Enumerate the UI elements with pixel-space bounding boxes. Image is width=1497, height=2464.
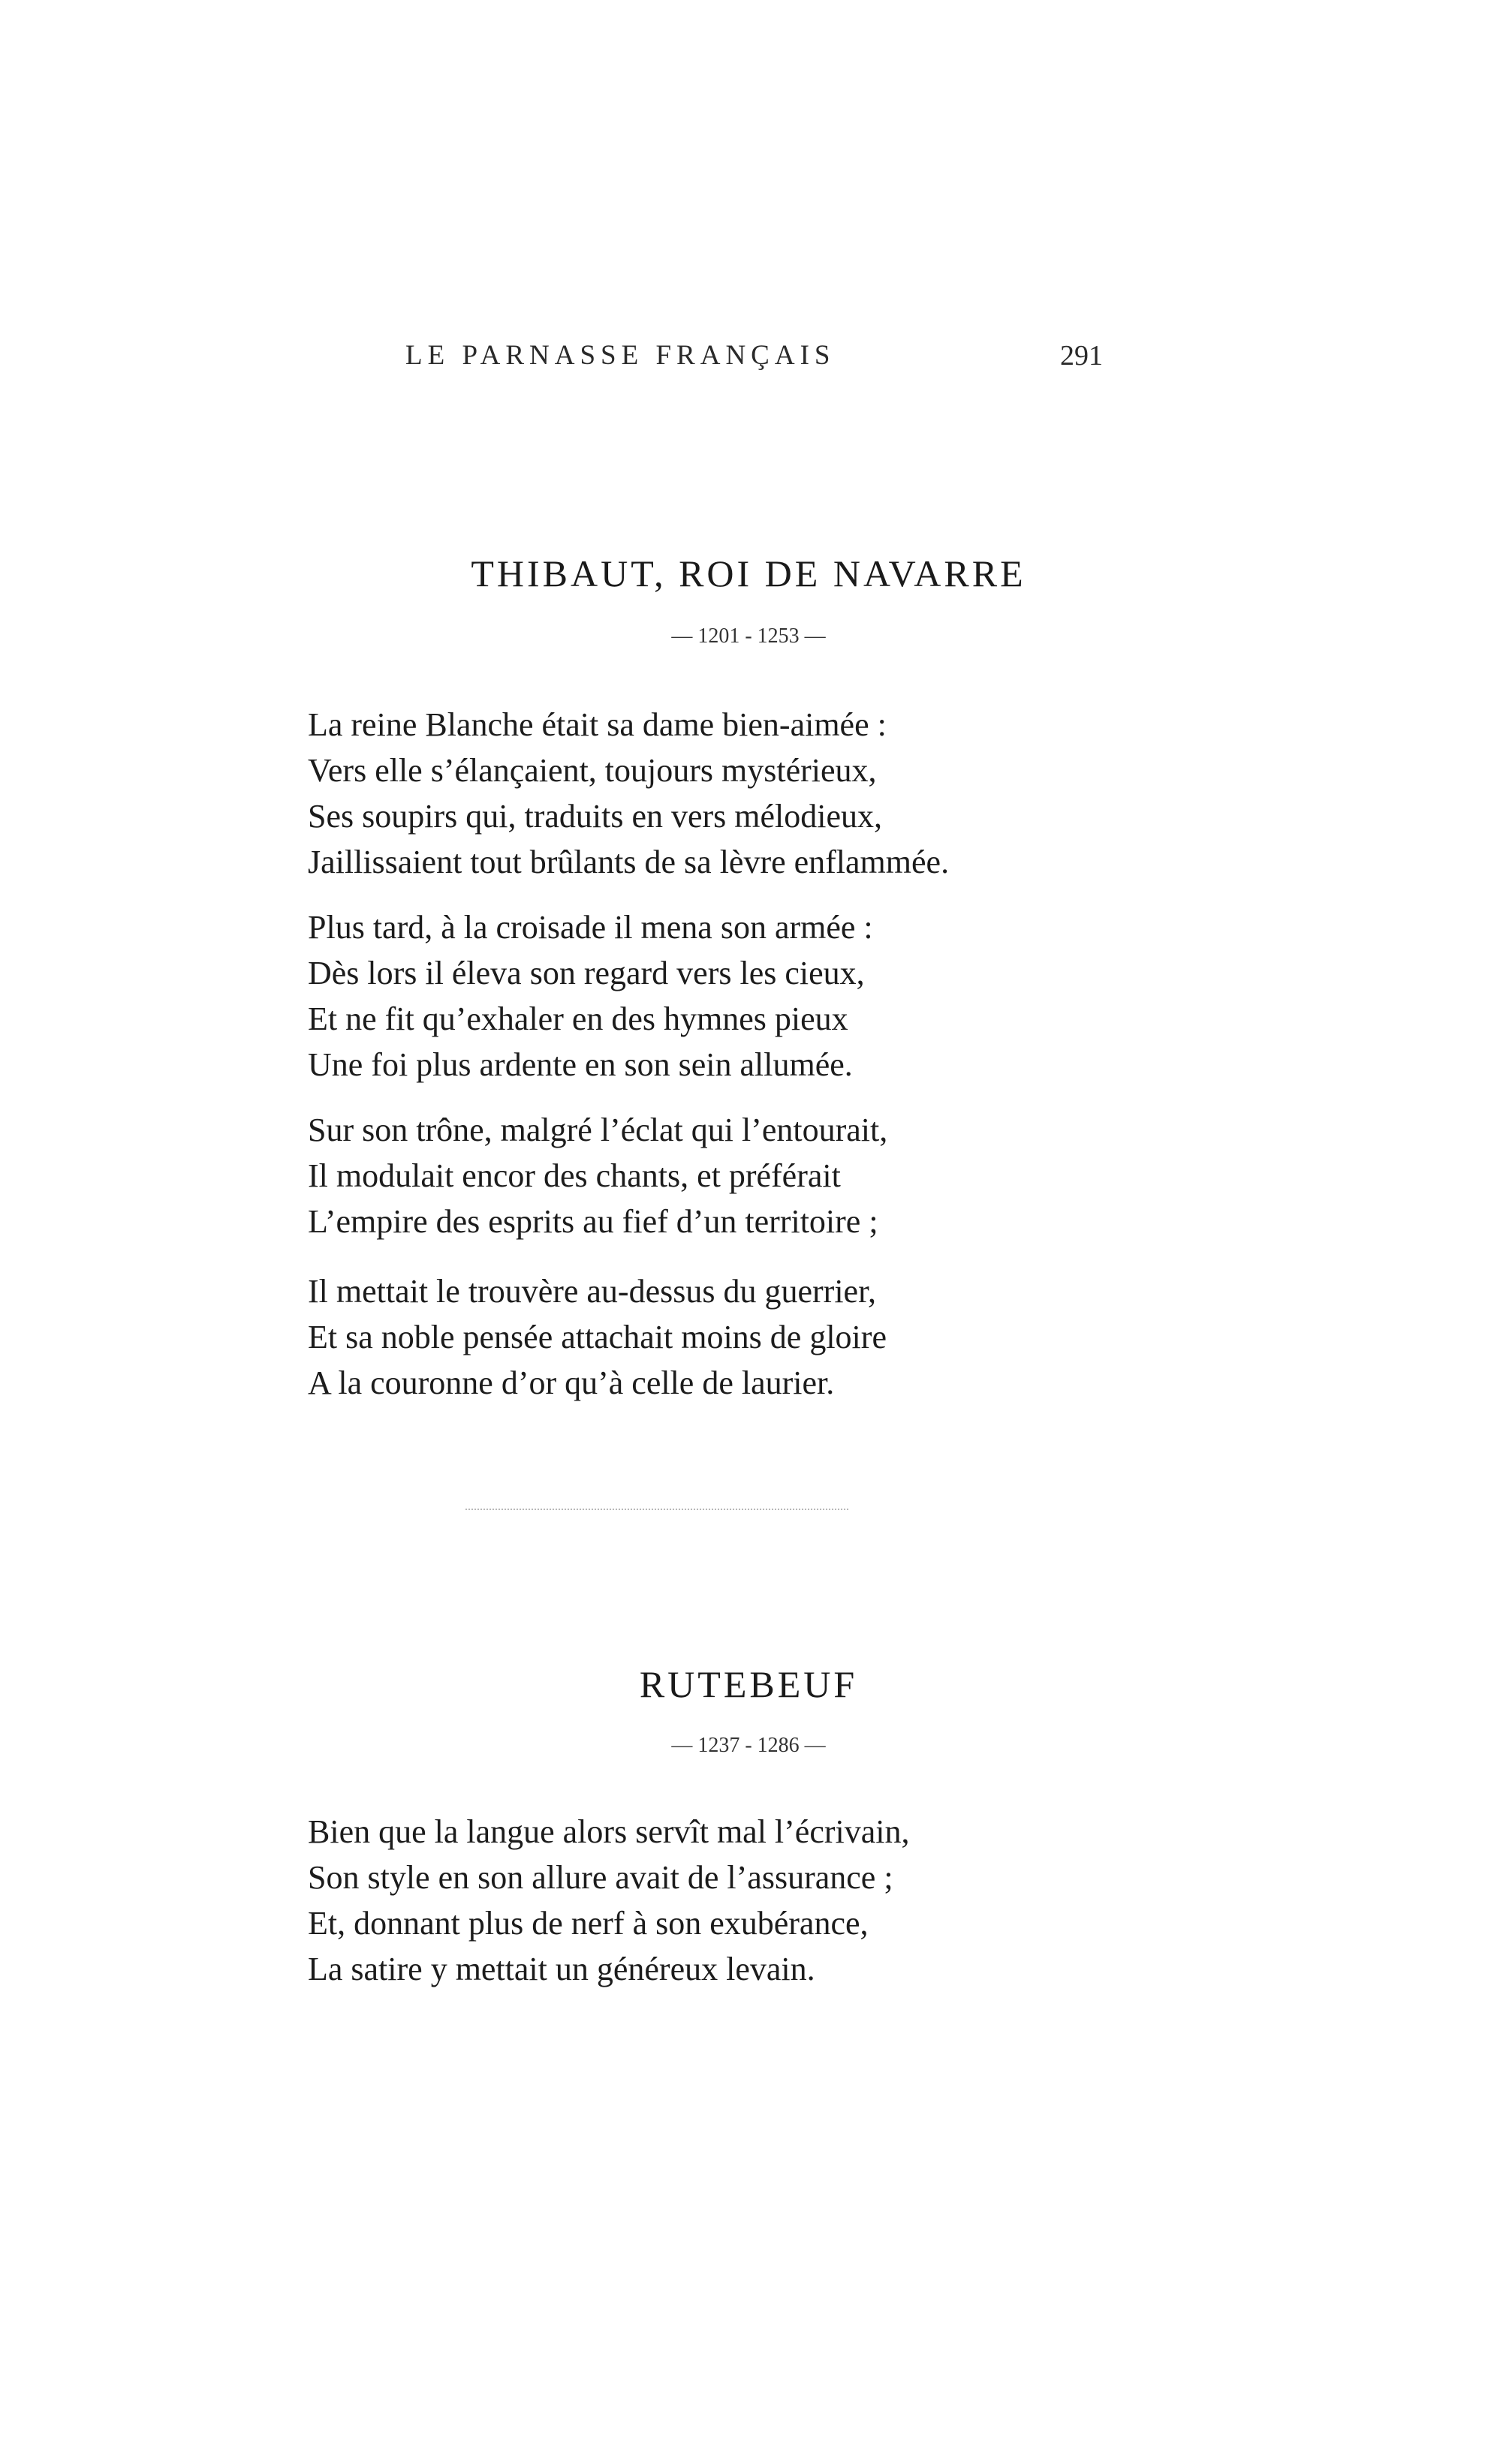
verse-line: Plus tard, à la croisade il mena son armée :: [308, 909, 873, 946]
verse-line: Il modulait encor des chants, et préférait: [308, 1157, 841, 1194]
verse-line: Son style en son allure avait de l’assurance ;: [308, 1859, 893, 1896]
stanza: [308, 702, 1059, 885]
verse-line: Dès lors il éleva son regard vers les cieux,: [308, 955, 865, 991]
running-header: [0, 339, 1497, 377]
poem-title: THIBAUT, ROI DE NAVARRE: [471, 552, 1026, 594]
verse-line: Une foi plus ardente en son sein allumée.: [308, 1046, 853, 1083]
verse-line: Il mettait le trouvère au-dessus du guerrier,: [308, 1273, 876, 1310]
verse-line: L’empire des esprits au fief d’un territoire ;: [308, 1203, 878, 1240]
verse-line: Et, donnant plus de nerf à son exubérance,: [308, 1905, 869, 1942]
stanza: [308, 1809, 1059, 1992]
verse-line: Bien que la langue alors servît mal l’écrivain,: [308, 1813, 910, 1850]
verse-line: Jaillissaient tout brûlants de sa lèvre enflammée.: [308, 844, 950, 880]
verse-line: Ses soupirs qui, traduits en vers mélodieux,: [308, 798, 883, 835]
verse-line: Sur son trône, malgré l’éclat qui l’entourait,: [308, 1112, 888, 1148]
page-number: 291: [1060, 340, 1103, 372]
running-title: LE PARNASSE FRANÇAIS: [405, 340, 836, 371]
verse-line: Et sa noble pensée attachait moins de gloire: [308, 1319, 887, 1355]
poem-dates: — 1237 - 1286 —: [671, 1734, 826, 1757]
poem-title: RUTEBEUF: [639, 1663, 858, 1705]
stanza: [308, 1107, 1059, 1244]
poem-dates: — 1201 - 1253 —: [671, 624, 826, 648]
verse-line: Vers elle s’élançaient, toujours mystérieux,: [308, 752, 877, 789]
verse-line: A la couronne d’or qu’à celle de laurier.: [308, 1364, 835, 1401]
verse-line: La satire y mettait un généreux levain.: [308, 1951, 815, 1987]
stanza: [308, 904, 1059, 1088]
section-separator: [465, 1509, 848, 1510]
stanza: [308, 1268, 1059, 1406]
verse-line: Et ne fit qu’exhaler en des hymnes pieux: [308, 1000, 848, 1037]
verse-line: La reine Blanche était sa dame bien-aimée :: [308, 706, 887, 743]
